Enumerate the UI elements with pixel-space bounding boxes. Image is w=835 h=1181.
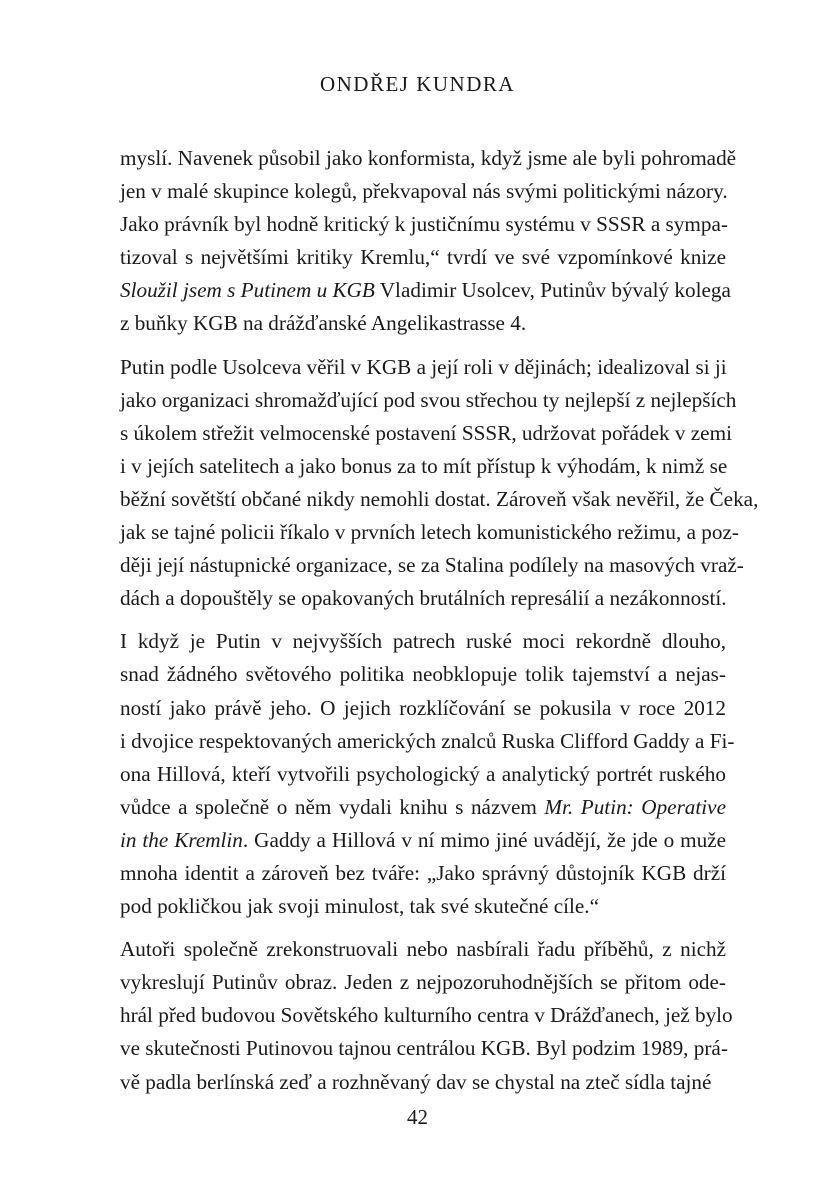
text-line	[120, 791, 726, 824]
text-line	[120, 307, 726, 340]
text-run: Jako právník byl hodně kritický k justičnímu systému v SSSR a sympa-	[120, 212, 728, 237]
text-line	[120, 549, 744, 582]
text-run: jen v malé skupince kolegů, překvapoval nás svými politickými názory.	[120, 179, 728, 204]
italic-title: Mr. Putin: Operative	[544, 794, 726, 819]
text-run: i v jejích satelitech a jako bonus za to mít přístup k výhodám, k nimž se	[120, 453, 728, 478]
text-run: Vladimir Usolcev, Putinův bývalý kolega	[374, 278, 731, 303]
text-run: i dvojice respektovaných amerických znalců Ruska Clifford Gaddy a Fi-	[120, 728, 735, 753]
text-line	[120, 274, 731, 307]
text-line	[120, 384, 737, 417]
running-head: ONDŘEJ KUNDRA	[319, 72, 516, 96]
text-run: jak se tajné policii říkalo v prvních letech komunistického režimu, a poz-	[120, 520, 739, 545]
text-line	[120, 625, 726, 658]
text-run: Putin podle Usolceva věřil v KGB a její roli v dějinách; idealizoval si ji	[120, 354, 727, 379]
text-line	[120, 1066, 726, 1099]
text-line	[120, 450, 726, 483]
paragraph	[120, 625, 735, 923]
text-run: vě padla berlínská zeď a rozhněvaný dav se chystal na zteč sídla tajné	[120, 1069, 712, 1094]
text-run: myslí. Navenek působil jako konformista, když jsme ale byli pohromadě	[120, 146, 737, 170]
text-line	[120, 483, 759, 516]
text-line	[120, 516, 739, 549]
text-run: běžní sovětští občané nikdy nemohli dostat. Zároveň však nevěřil, že Čeka,	[120, 486, 759, 511]
text-line	[120, 417, 732, 450]
text-run: ve skutečnosti Putinovou tajnou centrálou KGB. Byl podzim 1989, prá-	[120, 1036, 728, 1061]
text-run: vůdce a společně o něm vydali knihu s názvem	[120, 794, 545, 819]
text-run: tizoval s největšími kritiky Kremlu,“ tvrdí ve své vzpomínkové knize	[120, 245, 726, 270]
text-line	[120, 241, 726, 274]
text-run: s úkolem střežit velmocenské postavení SSSR, udržovat pořádek v zemi	[120, 420, 732, 445]
text-line	[120, 692, 726, 725]
text-run: mnoha identit a zároveň bez tváře: „Jako správný důstojník KGB drží	[120, 860, 726, 885]
text-line	[120, 857, 726, 890]
paragraph	[120, 142, 737, 341]
text-run: z buňky KGB na drážďanské Angelikastrasse 4.	[120, 311, 527, 336]
page-number: 42	[407, 1105, 428, 1129]
paragraph	[120, 351, 759, 616]
text-run: pod pokličkou jak svoji minulost, tak své skutečné cíle.“	[120, 894, 599, 919]
text-run: . Gaddy a Hillová v ní mimo jiné uvádějí, že jde o muže	[242, 827, 726, 852]
italic-title: Sloužil jsem s Putinem u KGB	[120, 278, 375, 303]
text-line	[120, 175, 726, 208]
body-text	[120, 142, 759, 1099]
text-run: hrál před budovou Sovětského kulturního centra v Drážďanech, jež bylo	[120, 1003, 733, 1028]
text-run: dách a dopouštěly se opakovaných brutálních represálií a nezákonností.	[120, 586, 727, 611]
text-line	[120, 1032, 726, 1065]
text-line	[120, 933, 726, 966]
text-run: I když je Putin v nejvyšších patrech ruské moci rekordně dlouho,	[120, 629, 726, 654]
paragraph	[120, 933, 733, 1098]
text-run: Autoři společně zrekonstruovali nebo nasbírali řadu příběhů, z nichž	[120, 937, 726, 962]
text-line	[120, 999, 733, 1032]
text-line	[120, 758, 726, 791]
text-run: ností jako právě jeho. O jejich rozklíčování se pokusila v roce 2012	[120, 695, 726, 720]
text-run: ději její nástupnické organizace, se za Stalina podílely na masových vraž-	[120, 553, 744, 578]
text-line	[120, 725, 735, 758]
text-run: snad žádného světového politika neobklopuje tolik tajemství a nejas-	[120, 662, 726, 687]
text-run: ona Hillová, kteří vytvořili psychologický a analytický portrét ruského	[120, 761, 726, 786]
text-line	[120, 824, 726, 857]
text-line	[120, 208, 726, 241]
text-line	[120, 582, 726, 615]
text-run: vykreslují Putinův obraz. Jeden z nejpozoruhodnějších se přitom ode-	[120, 970, 726, 995]
italic-title: in the Kremlin	[120, 827, 243, 852]
text-line	[120, 658, 726, 691]
text-line	[120, 351, 726, 384]
text-line	[120, 890, 726, 923]
text-line	[120, 966, 726, 999]
text-line	[120, 142, 737, 175]
text-run: jako organizaci shromažďující pod svou střechou ty nejlepší z nejlepších	[120, 387, 737, 412]
